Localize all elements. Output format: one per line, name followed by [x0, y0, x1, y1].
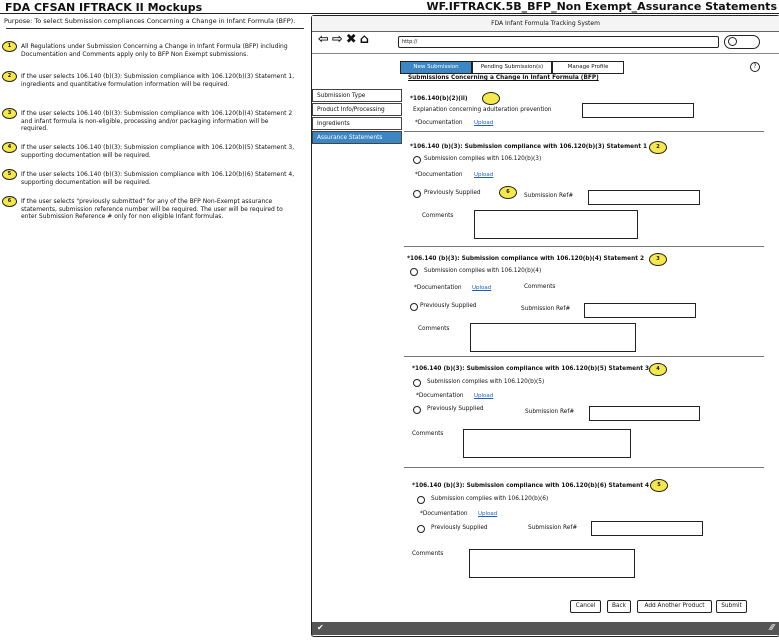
complies-label: Submission complies with 106.120(b)(4)	[424, 268, 542, 274]
note-text: If the user selects 106.140 (b)(3): Submission compliance with 106.120(b)(5) Statement 3, supporting documentation will be required.	[21, 144, 295, 159]
nav-buttons-icon[interactable]: ⇦⇨✖⌂	[318, 32, 372, 47]
right-title: WF.IFTRACK.5B_BFP_Non Exempt_Assurance Statements	[426, 0, 777, 13]
cancel-button[interactable]: Cancel	[570, 600, 601, 613]
note-4	[5, 144, 295, 159]
section-title: Submissions Concerning a Change in Infant Formula (BFP)	[408, 75, 599, 81]
purpose-text: Purpose: To select Submission compliances Concerning a Change in Infant Formula (BFP).	[4, 17, 296, 25]
note-text: If the user selects 106.140 (b)(3): Submission compliance with 106.120(b)(6) Statement 4, supporting documentation will be required.	[21, 171, 295, 186]
previously-supplied-label: Previously Supplied	[424, 190, 481, 196]
note-badge: 1	[2, 41, 17, 52]
divider	[404, 131, 764, 132]
sidebar-item-assurance-statements[interactable]: Assurance Statements	[312, 131, 402, 144]
complies-label: Submission complies with 106.120(b)(6)	[431, 496, 549, 502]
tab-pending-submissions[interactable]: Pending Submission(s)	[472, 61, 552, 74]
purpose-divider	[6, 28, 304, 29]
add-another-product-button[interactable]: Add Another Product	[637, 600, 712, 613]
complies-label: Submission complies with 106.120(b)(3)	[424, 156, 542, 162]
submit-button[interactable]: Submit	[716, 600, 747, 613]
comments-label: Comments	[422, 213, 454, 219]
submission-ref-label: Submission Ref#	[521, 306, 571, 312]
complies-radio-4[interactable]	[417, 496, 425, 504]
upload-link[interactable]: Upload	[472, 285, 492, 291]
statement4-badge: 5	[650, 479, 668, 492]
left-title: FDA CFSAN IFTRACK II Mockups	[5, 1, 203, 14]
back-button[interactable]: Back	[607, 600, 631, 613]
upload-link[interactable]: Upload	[474, 120, 494, 126]
statement2-heading: *106.140 (b)(3): Submission compliance with 106.120(b)(4) Statement 2	[407, 256, 645, 262]
previously-supplied-radio-4[interactable]	[417, 525, 425, 533]
window-title: FDA Infant Formula Tracking System	[312, 16, 779, 32]
submission-ref-input[interactable]	[588, 190, 700, 205]
sidebar-item-submission-type[interactable]: Submission Type	[312, 89, 402, 102]
previously-supplied-radio-2[interactable]	[410, 303, 418, 311]
comments-textarea[interactable]	[469, 549, 635, 578]
previously-supplied-label: Previously Supplied	[431, 525, 488, 531]
divider	[404, 356, 764, 357]
explanation-input[interactable]	[582, 103, 694, 118]
previously-supplied-radio-1[interactable]	[413, 190, 421, 198]
note-badge: 4	[2, 142, 17, 153]
submission-ref-input[interactable]	[591, 521, 703, 536]
doc-comments-label: Comments	[524, 284, 556, 290]
comments-textarea[interactable]	[474, 210, 638, 239]
comments-textarea[interactable]	[470, 323, 636, 352]
complies-label: Submission complies with 106.120(b)(5)	[427, 379, 545, 385]
divider	[404, 246, 764, 247]
comments-label: Comments	[412, 551, 444, 557]
note-badge: 5	[2, 169, 17, 180]
statement4-heading: *106.140 (b)(3): Submission compliance with 106.120(b)(6) Statement 4	[412, 483, 650, 489]
statement2-badge: 3	[649, 253, 667, 266]
browser-window	[311, 15, 779, 637]
note-text: All Regulations under Submission Concerning a Change in Infant Formula (BFP) including Documentation and Comments apply only to BFP Non Exempt submissions.	[21, 43, 288, 58]
note-badge: 6	[2, 196, 17, 207]
statement3-badge: 4	[649, 363, 667, 376]
note-badge: 3	[2, 108, 17, 119]
note-text: If the user selects 106.140 (b)(3): Submission compliance with 106.120(b)(4) Statement 2 and infant formula is non-eligible, processing and/or packaging information will be required.	[21, 110, 293, 132]
search-field[interactable]	[724, 35, 760, 49]
previously-supplied-label: Previously Supplied	[427, 406, 484, 412]
sidebar-item-product-info[interactable]: Product Info/Processing	[312, 103, 402, 116]
sidebar-item-ingredients[interactable]: Ingredients	[312, 117, 402, 130]
comments-textarea[interactable]	[463, 429, 631, 458]
upload-link[interactable]: Upload	[474, 393, 494, 399]
note-text: If the user selects "previously submitted" for any of the BFP Non-Exempt assurance statements, submission reference number will be required. The user will be required to enter Submission Reference # only for non eligible Infant formulas.	[21, 198, 283, 220]
upload-link[interactable]: Upload	[474, 172, 494, 178]
doc-label: *Documentation	[415, 120, 463, 126]
tab-new-submission[interactable]: New Submission	[400, 61, 472, 74]
divider	[404, 467, 764, 468]
doc-label: *Documentation	[416, 393, 464, 399]
help-icon[interactable]: ?	[750, 62, 760, 72]
note-6	[5, 198, 295, 221]
block0-badge	[482, 92, 500, 105]
note-1	[5, 43, 295, 58]
note-5	[5, 171, 295, 186]
toolbar-divider	[312, 53, 779, 54]
status-bar	[312, 622, 779, 635]
header-divider	[0, 13, 779, 14]
previously-supplied-radio-3[interactable]	[413, 406, 421, 414]
submission-ref-label: Submission Ref#	[525, 409, 575, 415]
explanation-label: Explanation concerning adulteration prevention	[413, 107, 552, 113]
status-check-icon: ✔	[317, 623, 324, 632]
upload-link[interactable]: Upload	[478, 511, 498, 517]
note-text: If the user selects 106.140 (b)(3): Submission compliance with 106.120(b)(3) Statement 1, ingredients and quantitative formulation information will be required.	[21, 73, 295, 88]
complies-radio-2[interactable]	[410, 268, 418, 276]
resize-grip-icon[interactable]: ⁄⁄⁄	[769, 623, 774, 632]
url-field[interactable]: http://	[398, 36, 719, 48]
complies-radio-1[interactable]	[413, 156, 421, 164]
note-badge: 2	[2, 71, 17, 82]
statement1-badge: 2	[649, 141, 667, 154]
note-2	[5, 73, 295, 88]
block0-heading: *106.140(b)(2)(ii)	[410, 96, 468, 102]
complies-radio-3[interactable]	[413, 379, 421, 387]
previously-supplied-label: Previously Supplied	[420, 303, 477, 309]
submission-ref-input[interactable]	[589, 406, 700, 421]
submission-ref-label: Submission Ref#	[524, 193, 574, 199]
statement3-heading: *106.140 (b)(3): Submission compliance with 106.120(b)(5) Statement 3	[412, 366, 650, 372]
previously-supplied-badge: 6	[499, 186, 517, 199]
search-icon	[728, 37, 737, 46]
tab-manage-profile[interactable]: Manage Profile	[552, 61, 624, 74]
comments-label: Comments	[418, 326, 450, 332]
doc-label: *Documentation	[415, 172, 463, 178]
note-3	[5, 110, 295, 133]
statement1-heading: *106.140 (b)(3): Submission compliance with 106.120(b)(3) Statement 1	[410, 144, 648, 150]
doc-label: *Documentation	[420, 511, 468, 517]
submission-ref-input[interactable]	[584, 303, 696, 318]
doc-label: *Documentation	[414, 285, 462, 291]
submission-ref-label: Submission Ref#	[528, 525, 578, 531]
comments-label: Comments	[412, 431, 444, 437]
